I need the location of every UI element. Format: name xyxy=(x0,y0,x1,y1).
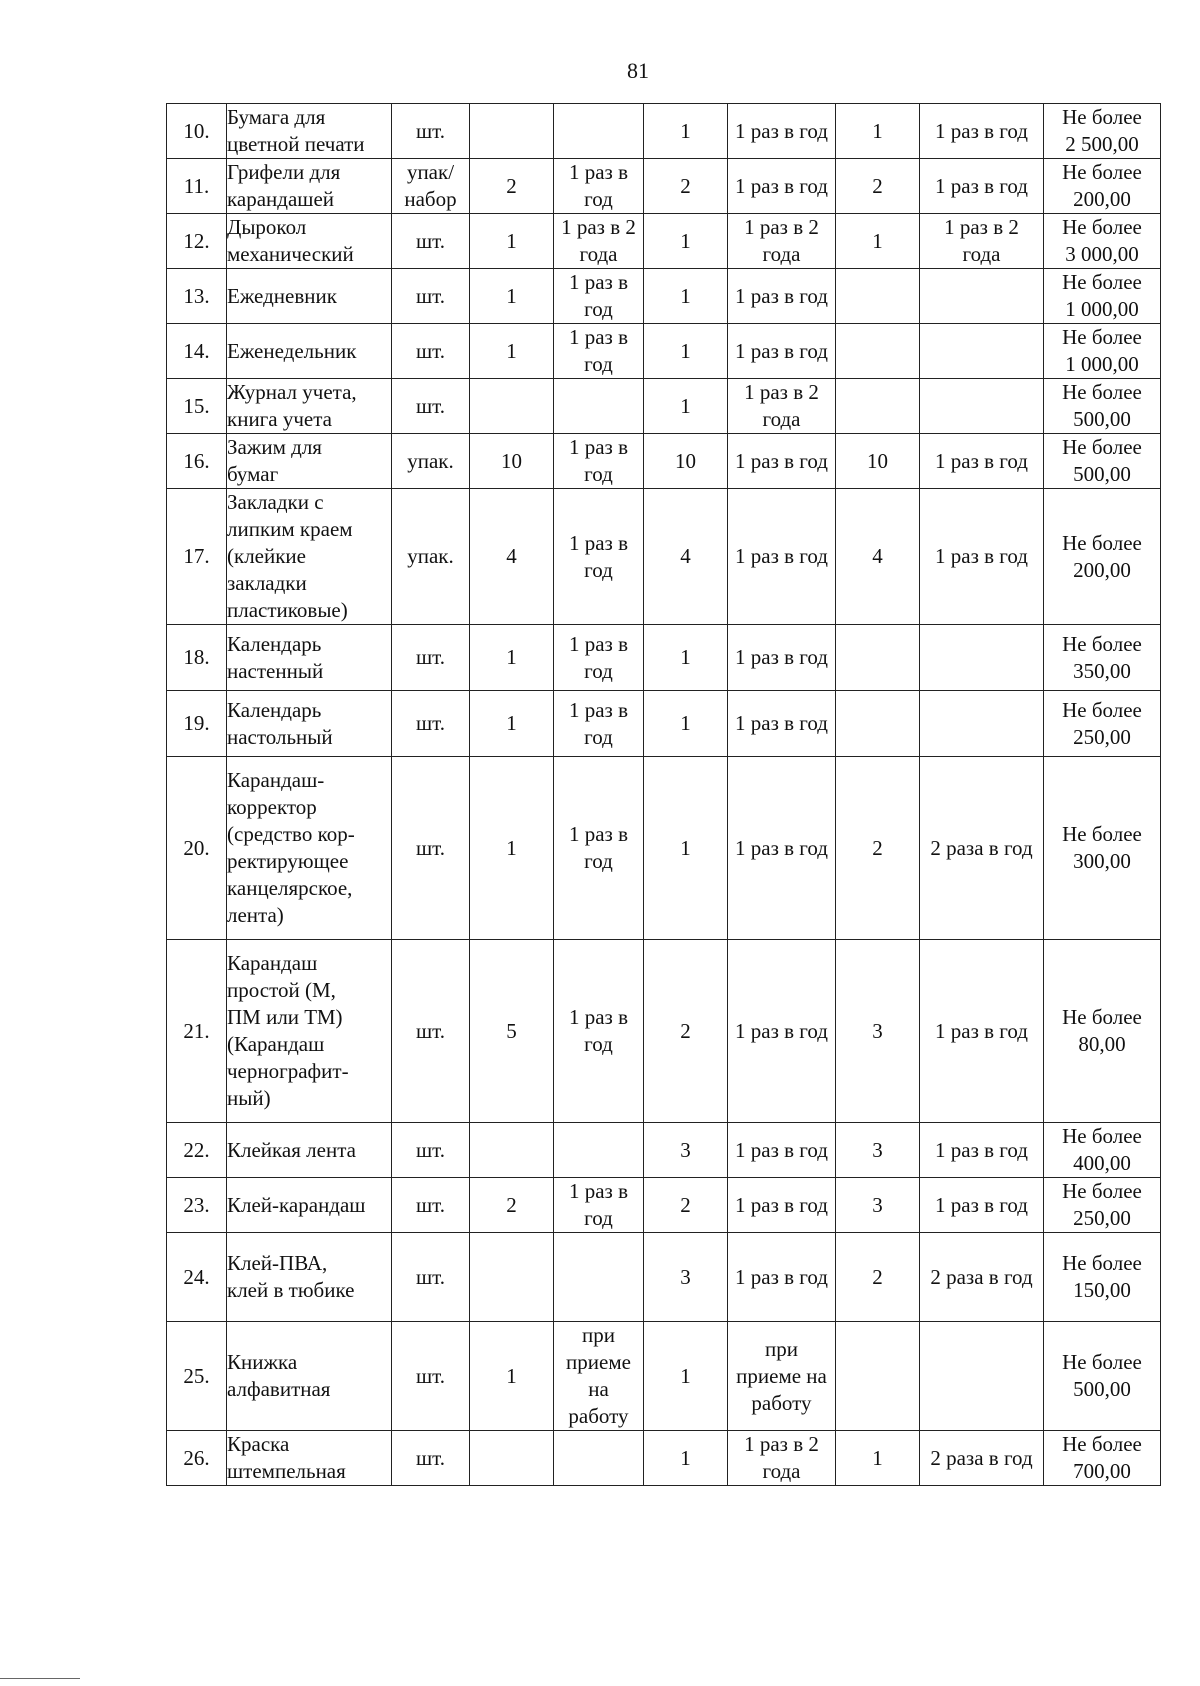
price-cell: Не более 350,00 xyxy=(1044,625,1161,691)
quantity-3-cell xyxy=(836,1322,920,1431)
page-number: 81 xyxy=(627,58,649,83)
period-2-cell: 1 раз в год xyxy=(728,940,836,1123)
unit-cell: шт. xyxy=(392,691,470,757)
quantity-1-cell: 2 xyxy=(470,1178,554,1233)
table-row xyxy=(167,1431,1161,1486)
quantity-3-cell xyxy=(836,379,920,434)
quantity-2-cell: 1 xyxy=(644,324,728,379)
item-name-cell: Календарь настенный xyxy=(227,625,392,691)
unit-cell: шт. xyxy=(392,940,470,1123)
period-3-cell: 1 раз в год xyxy=(920,940,1044,1123)
period-1-cell xyxy=(554,1123,644,1178)
row-number-cell: 26. xyxy=(167,1431,227,1486)
quantity-2-cell: 1 xyxy=(644,757,728,940)
unit-cell: шт. xyxy=(392,1233,470,1322)
quantity-1-cell: 5 xyxy=(470,940,554,1123)
item-name-cell: Клейкая лента xyxy=(227,1123,392,1178)
period-3-cell xyxy=(920,379,1044,434)
row-number-cell: 13. xyxy=(167,269,227,324)
price-cell: Не более 700,00 xyxy=(1044,1431,1161,1486)
quantity-2-cell: 2 xyxy=(644,1178,728,1233)
unit-cell: упак/ набор xyxy=(392,159,470,214)
price-cell: Не более 1 000,00 xyxy=(1044,324,1161,379)
quantity-2-cell: 2 xyxy=(644,159,728,214)
unit-cell: шт. xyxy=(392,324,470,379)
quantity-2-cell: 1 xyxy=(644,214,728,269)
quantity-1-cell: 1 xyxy=(470,1322,554,1431)
supplies-table xyxy=(166,103,1161,1486)
unit-cell: шт. xyxy=(392,1123,470,1178)
period-3-cell: 1 раз в год xyxy=(920,434,1044,489)
period-2-cell: 1 раз в год xyxy=(728,489,836,625)
period-1-cell: 1 раз в год xyxy=(554,489,644,625)
item-name-cell: Клей-ПВА, клей в тюбике xyxy=(227,1233,392,1322)
price-cell: Не более 250,00 xyxy=(1044,1178,1161,1233)
quantity-2-cell: 1 xyxy=(644,625,728,691)
period-3-cell: 1 раз в год xyxy=(920,104,1044,159)
row-number-cell: 19. xyxy=(167,691,227,757)
quantity-1-cell: 1 xyxy=(470,324,554,379)
period-1-cell: 1 раз в год xyxy=(554,324,644,379)
table-row xyxy=(167,691,1161,757)
unit-cell: шт. xyxy=(392,1322,470,1431)
quantity-3-cell xyxy=(836,269,920,324)
price-cell: Не более 200,00 xyxy=(1044,159,1161,214)
table-row xyxy=(167,324,1161,379)
table-row xyxy=(167,940,1161,1123)
quantity-2-cell: 1 xyxy=(644,104,728,159)
period-2-cell: 1 раз в год xyxy=(728,691,836,757)
quantity-1-cell: 1 xyxy=(470,214,554,269)
table-row xyxy=(167,104,1161,159)
table-row xyxy=(167,214,1161,269)
quantity-2-cell: 3 xyxy=(644,1123,728,1178)
table-body xyxy=(167,104,1161,1486)
period-2-cell: 1 раз в год xyxy=(728,1233,836,1322)
price-cell: Не более 250,00 xyxy=(1044,691,1161,757)
price-cell: Не более 1 000,00 xyxy=(1044,269,1161,324)
period-2-cell: 1 раз в год xyxy=(728,757,836,940)
unit-cell: шт. xyxy=(392,1178,470,1233)
period-3-cell: 1 раз в год xyxy=(920,489,1044,625)
quantity-1-cell: 1 xyxy=(470,625,554,691)
period-3-cell: 1 раз в год xyxy=(920,159,1044,214)
item-name-cell: Закладки с липким краем (клейкие закладки пластиковые) xyxy=(227,489,392,625)
period-2-cell: 1 раз в год xyxy=(728,625,836,691)
period-1-cell xyxy=(554,1233,644,1322)
quantity-2-cell: 1 xyxy=(644,269,728,324)
quantity-1-cell xyxy=(470,1123,554,1178)
unit-cell: шт. xyxy=(392,214,470,269)
period-2-cell: 1 раз в год xyxy=(728,434,836,489)
quantity-2-cell: 2 xyxy=(644,940,728,1123)
period-2-cell: при приеме на работу xyxy=(728,1322,836,1431)
quantity-3-cell: 1 xyxy=(836,104,920,159)
quantity-3-cell: 1 xyxy=(836,1431,920,1486)
quantity-3-cell: 2 xyxy=(836,1233,920,1322)
period-3-cell xyxy=(920,269,1044,324)
table-row xyxy=(167,757,1161,940)
quantity-1-cell: 1 xyxy=(470,757,554,940)
row-number-cell: 17. xyxy=(167,489,227,625)
price-cell: Не более 400,00 xyxy=(1044,1123,1161,1178)
price-cell: Не более 300,00 xyxy=(1044,757,1161,940)
period-3-cell: 2 раза в год xyxy=(920,1431,1044,1486)
item-name-cell: Календарь настольный xyxy=(227,691,392,757)
row-number-cell: 18. xyxy=(167,625,227,691)
period-3-cell: 2 раза в год xyxy=(920,1233,1044,1322)
period-2-cell: 1 раз в 2 года xyxy=(728,1431,836,1486)
table-row xyxy=(167,1178,1161,1233)
period-1-cell: 1 раз в 2 года xyxy=(554,214,644,269)
quantity-3-cell: 2 xyxy=(836,159,920,214)
period-3-cell: 1 раз в год xyxy=(920,1123,1044,1178)
period-1-cell: 1 раз в год xyxy=(554,269,644,324)
period-3-cell: 1 раз в год xyxy=(920,1178,1044,1233)
unit-cell: шт. xyxy=(392,625,470,691)
period-2-cell: 1 раз в год xyxy=(728,1178,836,1233)
item-name-cell: Грифели для карандашей xyxy=(227,159,392,214)
table-row xyxy=(167,489,1161,625)
quantity-3-cell: 2 xyxy=(836,757,920,940)
period-1-cell xyxy=(554,104,644,159)
period-3-cell xyxy=(920,691,1044,757)
period-1-cell: 1 раз в год xyxy=(554,691,644,757)
table-row xyxy=(167,379,1161,434)
item-name-cell: Еженедельник xyxy=(227,324,392,379)
price-cell: Не более 500,00 xyxy=(1044,379,1161,434)
row-number-cell: 24. xyxy=(167,1233,227,1322)
row-number-cell: 22. xyxy=(167,1123,227,1178)
row-number-cell: 23. xyxy=(167,1178,227,1233)
table-row xyxy=(167,159,1161,214)
row-number-cell: 16. xyxy=(167,434,227,489)
quantity-1-cell xyxy=(470,1431,554,1486)
table-row xyxy=(167,434,1161,489)
price-cell: Не более 200,00 xyxy=(1044,489,1161,625)
period-2-cell: 1 раз в год xyxy=(728,269,836,324)
quantity-1-cell: 10 xyxy=(470,434,554,489)
table-row xyxy=(167,1233,1161,1322)
item-name-cell: Краска штемпельная xyxy=(227,1431,392,1486)
row-number-cell: 12. xyxy=(167,214,227,269)
unit-cell: шт. xyxy=(392,104,470,159)
period-2-cell: 1 раз в 2 года xyxy=(728,379,836,434)
quantity-3-cell xyxy=(836,625,920,691)
period-1-cell: 1 раз в год xyxy=(554,757,644,940)
row-number-cell: 11. xyxy=(167,159,227,214)
item-name-cell: Бумага для цветной печати xyxy=(227,104,392,159)
quantity-2-cell: 1 xyxy=(644,691,728,757)
period-3-cell: 2 раза в год xyxy=(920,757,1044,940)
quantity-2-cell: 1 xyxy=(644,1322,728,1431)
margin-rule xyxy=(0,1678,80,1679)
item-name-cell: Зажим для бумаг xyxy=(227,434,392,489)
quantity-3-cell: 4 xyxy=(836,489,920,625)
row-number-cell: 14. xyxy=(167,324,227,379)
price-cell: Не более 500,00 xyxy=(1044,1322,1161,1431)
quantity-3-cell: 3 xyxy=(836,940,920,1123)
row-number-cell: 20. xyxy=(167,757,227,940)
period-1-cell: 1 раз в год xyxy=(554,940,644,1123)
row-number-cell: 15. xyxy=(167,379,227,434)
period-3-cell xyxy=(920,625,1044,691)
table-row xyxy=(167,1123,1161,1178)
item-name-cell: Карандаш простой (М, ПМ или ТМ) (Карандаш чернографит- ный) xyxy=(227,940,392,1123)
quantity-3-cell: 3 xyxy=(836,1123,920,1178)
quantity-3-cell: 1 xyxy=(836,214,920,269)
period-1-cell: 1 раз в год xyxy=(554,1178,644,1233)
quantity-3-cell xyxy=(836,324,920,379)
quantity-1-cell xyxy=(470,379,554,434)
period-3-cell: 1 раз в 2 года xyxy=(920,214,1044,269)
row-number-cell: 10. xyxy=(167,104,227,159)
period-1-cell xyxy=(554,1431,644,1486)
unit-cell: упак. xyxy=(392,489,470,625)
period-2-cell: 1 раз в год xyxy=(728,1123,836,1178)
unit-cell: шт. xyxy=(392,269,470,324)
unit-cell: шт. xyxy=(392,757,470,940)
price-cell: Не более 500,00 xyxy=(1044,434,1161,489)
quantity-1-cell: 1 xyxy=(470,269,554,324)
period-2-cell: 1 раз в год xyxy=(728,324,836,379)
item-name-cell: Журнал учета, книга учета xyxy=(227,379,392,434)
item-name-cell: Дырокол механический xyxy=(227,214,392,269)
period-1-cell: 1 раз в год xyxy=(554,625,644,691)
price-cell: Не более 80,00 xyxy=(1044,940,1161,1123)
row-number-cell: 21. xyxy=(167,940,227,1123)
quantity-2-cell: 10 xyxy=(644,434,728,489)
table-row xyxy=(167,625,1161,691)
period-2-cell: 1 раз в 2 года xyxy=(728,214,836,269)
period-3-cell xyxy=(920,324,1044,379)
row-number-cell: 25. xyxy=(167,1322,227,1431)
quantity-2-cell: 3 xyxy=(644,1233,728,1322)
price-cell: Не более 2 500,00 xyxy=(1044,104,1161,159)
table-row xyxy=(167,269,1161,324)
unit-cell: шт. xyxy=(392,379,470,434)
quantity-1-cell: 1 xyxy=(470,691,554,757)
period-1-cell: при приеме на работу xyxy=(554,1322,644,1431)
price-cell: Не более 150,00 xyxy=(1044,1233,1161,1322)
unit-cell: упак. xyxy=(392,434,470,489)
quantity-2-cell: 1 xyxy=(644,1431,728,1486)
period-2-cell: 1 раз в год xyxy=(728,104,836,159)
quantity-1-cell xyxy=(470,1233,554,1322)
quantity-1-cell xyxy=(470,104,554,159)
table-row xyxy=(167,1322,1161,1431)
period-3-cell xyxy=(920,1322,1044,1431)
item-name-cell: Книжка алфавитная xyxy=(227,1322,392,1431)
period-1-cell: 1 раз в год xyxy=(554,159,644,214)
item-name-cell: Ежедневник xyxy=(227,269,392,324)
item-name-cell: Карандаш- корректор (средство кор- ректирующее канцелярское, лента) xyxy=(227,757,392,940)
quantity-1-cell: 4 xyxy=(470,489,554,625)
item-name-cell: Клей-карандаш xyxy=(227,1178,392,1233)
quantity-3-cell: 3 xyxy=(836,1178,920,1233)
quantity-3-cell xyxy=(836,691,920,757)
price-cell: Не более 3 000,00 xyxy=(1044,214,1161,269)
quantity-3-cell: 10 xyxy=(836,434,920,489)
period-2-cell: 1 раз в год xyxy=(728,159,836,214)
period-1-cell: 1 раз в год xyxy=(554,434,644,489)
quantity-2-cell: 1 xyxy=(644,379,728,434)
period-1-cell xyxy=(554,379,644,434)
quantity-2-cell: 4 xyxy=(644,489,728,625)
unit-cell: шт. xyxy=(392,1431,470,1486)
quantity-1-cell: 2 xyxy=(470,159,554,214)
